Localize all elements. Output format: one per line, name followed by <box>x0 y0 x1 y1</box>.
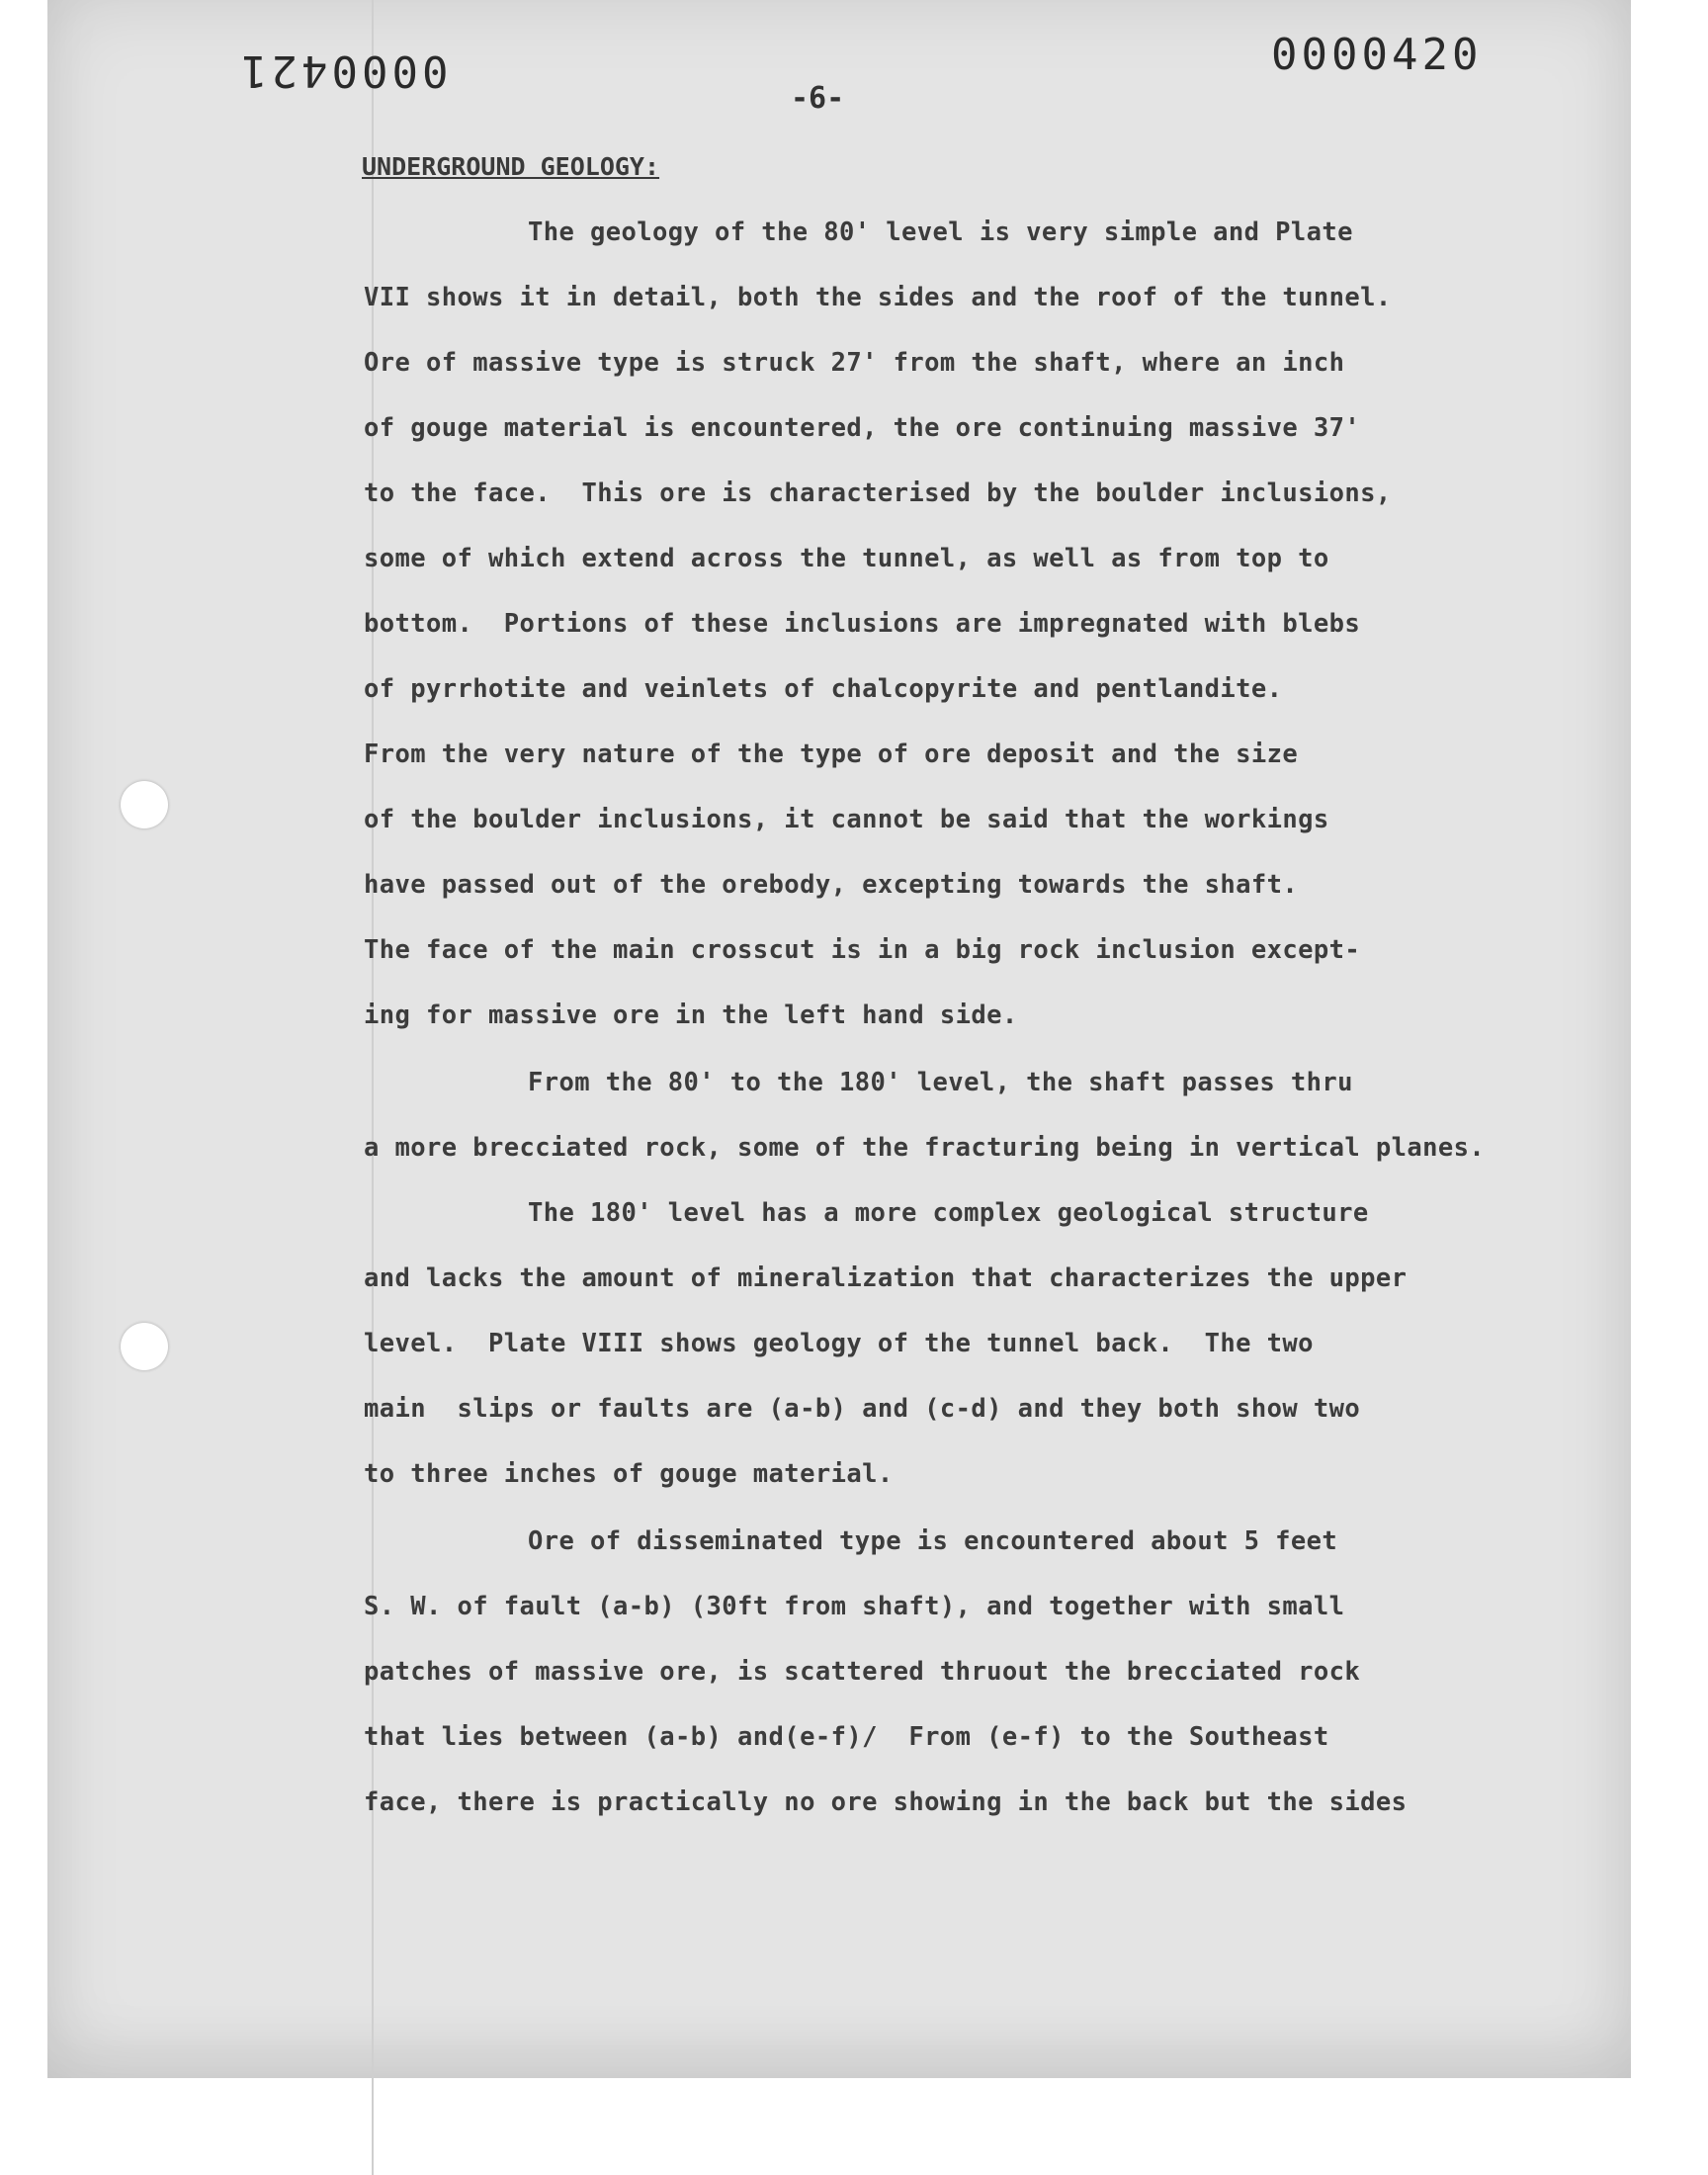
text-line: bottom. Portions of these inclusions are impregnated with blebs <box>364 609 1361 639</box>
text-line: of pyrrhotite and veinlets of chalcopyrite and pentlandite. <box>364 674 1283 704</box>
text-line: to the face. This ore is characterised by the boulder inclusions, <box>364 478 1392 508</box>
text-line: S. W. of fault (a-b) (30ft from shaft), and together with small <box>364 1592 1345 1621</box>
page-number: -6- <box>791 81 845 116</box>
text-line: that lies between (a-b) and(e-f)/ From (e-f) to the Southeast <box>364 1722 1329 1752</box>
text-line: of the boulder inclusions, it cannot be said that the workings <box>364 805 1329 834</box>
text-line: to three inches of gouge material. <box>364 1459 894 1489</box>
text-line: face, there is practically no ore showing in the back but the sides <box>364 1787 1408 1817</box>
text-line: From the 80' to the 180' level, the shaft passes thru <box>528 1068 1353 1097</box>
text-line: level. Plate VIII shows geology of the tunnel back. The two <box>364 1329 1314 1358</box>
text-line: patches of massive ore, is scattered thruout the brecciated rock <box>364 1657 1361 1687</box>
punch-hole-upper <box>121 781 168 828</box>
text-line: main slips or faults are (a-b) and (c-d) and they both show two <box>364 1394 1361 1424</box>
text-line: of gouge material is encountered, the ore continuing massive 37' <box>364 413 1361 443</box>
text-line: Ore of massive type is struck 27' from the shaft, where an inch <box>364 348 1345 378</box>
text-line: some of which extend across the tunnel, as well as from top to <box>364 544 1329 573</box>
binder-margin-line <box>372 0 374 2175</box>
text-line: From the very nature of the type of ore deposit and the size <box>364 740 1299 769</box>
document-stamp-flipped: 0000421 <box>237 45 449 96</box>
text-line: have passed out of the orebody, excepting towards the shaft. <box>364 870 1299 900</box>
text-line: The 180' level has a more complex geological structure <box>528 1198 1369 1228</box>
text-line: ing for massive ore in the left hand side. <box>364 1000 1018 1030</box>
text-line: and lacks the amount of mineralization that characterizes the upper <box>364 1263 1408 1293</box>
punch-hole-lower <box>121 1323 168 1370</box>
document-stamp-number: 0000420 <box>1271 30 1483 80</box>
text-line: a more brecciated rock, some of the fracturing being in vertical planes. <box>364 1133 1486 1163</box>
text-line: The face of the main crosscut is in a big rock inclusion except- <box>364 935 1361 965</box>
text-line: Ore of disseminated type is encountered about 5 feet <box>528 1526 1338 1556</box>
section-heading: UNDERGROUND GEOLOGY: <box>362 152 660 181</box>
text-line: The geology of the 80' level is very simple and Plate <box>528 218 1353 247</box>
text-line: VII shows it in detail, both the sides and the roof of the tunnel. <box>364 283 1392 312</box>
